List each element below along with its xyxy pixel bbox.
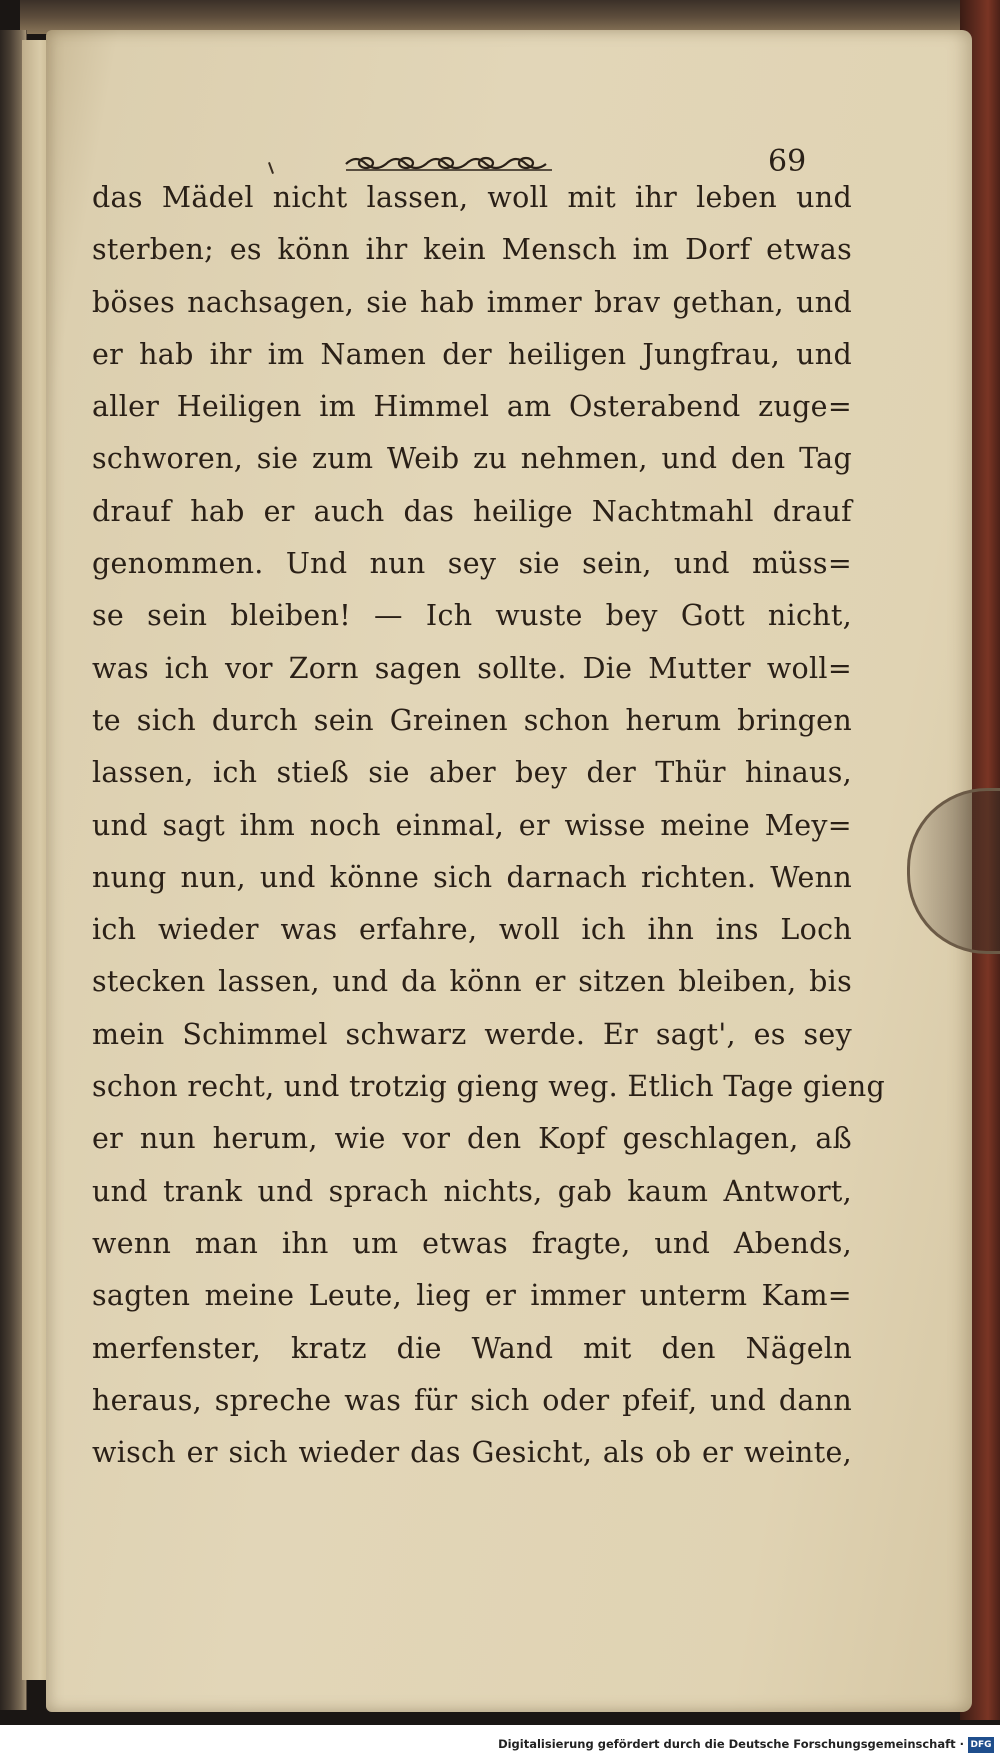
text-line: nung nun, und könne sich darnach richten. Wenn — [92, 860, 852, 894]
text-line: schworen, sie zum Weib zu nehmen, und den Tag — [92, 442, 852, 476]
text-line: stecken lassen, und da könn er sitzen bleiben, bis — [92, 965, 852, 999]
text-line: lassen, ich stieß sie aber bey der Thür hinaus, — [92, 756, 852, 790]
text-line: se sein bleiben! — Ich wuste bey Gott nicht, — [92, 599, 852, 633]
book-top-edge — [20, 0, 980, 34]
page-header — [46, 122, 972, 179]
text-line: und sagt ihm noch einmal, er wisse meine Mey= — [92, 808, 852, 842]
text-line: er hab ihr im Namen der heiligen Jungfrau, und — [92, 337, 852, 371]
text-line: heraus, spreche was für sich oder pfeif, und dann — [92, 1383, 852, 1417]
text-line: merfenster, kratz die Wand mit den Nägeln — [92, 1331, 852, 1365]
page-69 — [46, 30, 972, 1712]
text-line: wisch er sich wieder das Gesicht, als ob er weinte, — [92, 1436, 852, 1470]
page-number: 69 — [768, 144, 807, 179]
text-line: und trank und sprach nichts, gab kaum Antwort, — [92, 1174, 852, 1208]
text-line: sterben; es könn ihr kein Mensch im Dorf etwas — [92, 233, 852, 267]
text-line: wenn man ihn um etwas fragte, und Abends, — [92, 1226, 852, 1260]
text-line: er nun herum, wie vor den Kopf geschlagen, aß — [92, 1122, 852, 1156]
text-line: schon recht, und trotzig gieng weg. Etlich Tage gieng — [92, 1070, 886, 1104]
body-text — [92, 172, 886, 1479]
text-line: ich wieder was erfahre, woll ich ihn ins Loch — [92, 913, 852, 947]
header-ornament-icon — [342, 152, 562, 172]
text-line: genommen. Und nun sey sie sein, und müss= — [92, 547, 852, 581]
text-line: was ich vor Zorn sagen sollte. Die Mutter woll= — [92, 651, 852, 685]
text-line: te sich durch sein Greinen schon herum bringen — [92, 703, 852, 737]
dfg-logo-icon: DFG — [968, 1737, 994, 1753]
text-line: mein Schimmel schwarz werde. Er sagt', es sey — [92, 1017, 852, 1051]
text-line: aller Heiligen im Himmel am Osterabend zuge= — [92, 390, 852, 424]
text-line: das Mädel nicht lassen, woll mit ihr leben und — [92, 181, 852, 214]
text-line: drauf hab er auch das heilige Nachtmahl drauf — [92, 494, 852, 528]
previous-page-edge — [22, 40, 48, 1680]
digitization-credit: Digitalisierung gefördert durch die Deutsche Forschungsgemeinschaft · — [498, 1737, 964, 1751]
footer-bar — [0, 1725, 1000, 1759]
text-line: sagten meine Leute, lieg er immer unterm Kam= — [92, 1279, 852, 1313]
text-line: böses nachsagen, sie hab immer brav gethan, und — [92, 285, 852, 319]
